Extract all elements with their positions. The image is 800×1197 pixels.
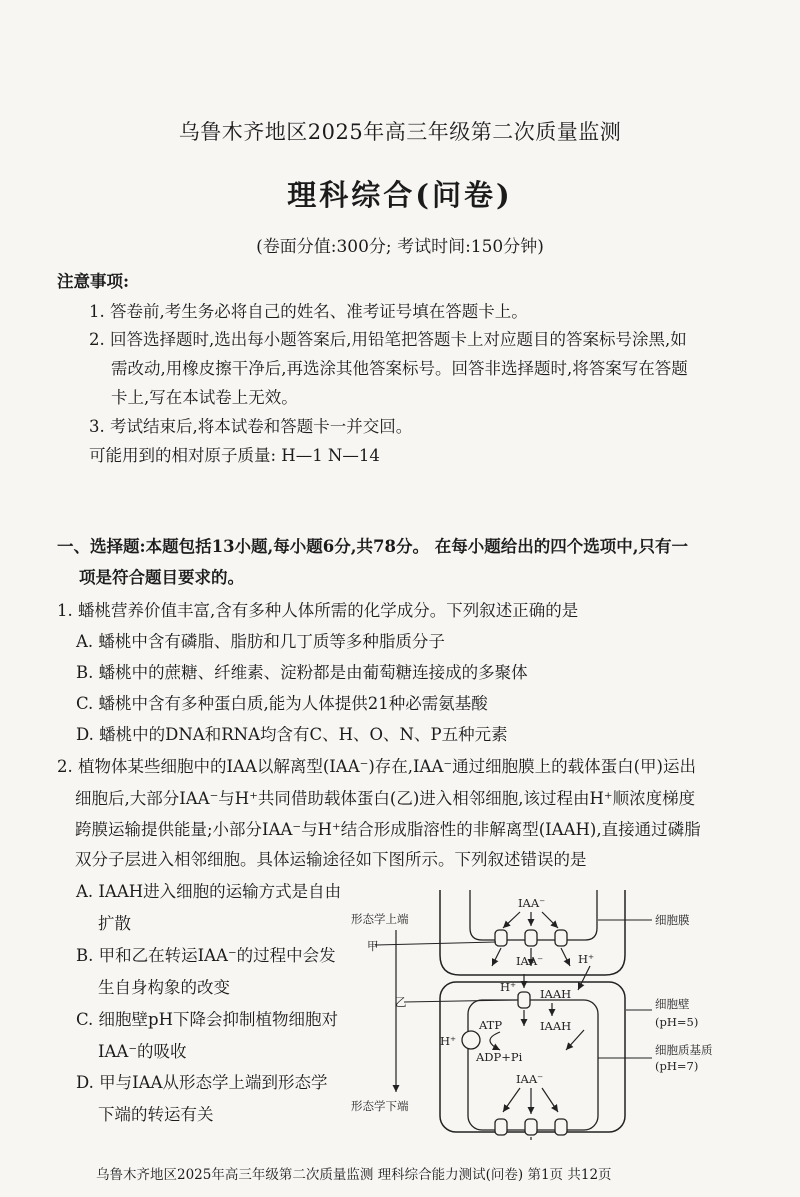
- label-jia: 甲: [367, 939, 379, 953]
- q2-option-c-line-2: IAA⁻的吸收: [98, 1042, 187, 1061]
- q2-option-a-line-1: A. IAAH进入细胞的运输方式是自由: [76, 882, 342, 901]
- label-iaa-bottom: IAA⁻: [516, 1072, 544, 1086]
- atp-pump: [462, 1031, 480, 1049]
- carrier-jia-2: [525, 930, 537, 946]
- carrier-jia-3: [555, 930, 567, 946]
- q2-option-d-line-2: 下端的转运有关: [98, 1105, 214, 1124]
- q2-stem-line-4: 双分子层进入相邻细胞。具体运输途径如下图所示。下列叙述错误的是: [75, 850, 587, 869]
- carrier-yi: [518, 992, 530, 1008]
- label-h-plus-pump: H⁺: [440, 1034, 457, 1048]
- label-wall-ph: (pH=5): [655, 1015, 699, 1029]
- note-item-2-line-3: 卡上,写在本试卷上无效。: [111, 388, 298, 407]
- label-atp: ATP: [479, 1018, 503, 1032]
- notes-heading: 注意事项:: [57, 272, 130, 291]
- carrier-bottom-3: [555, 1119, 567, 1135]
- label-membrane: 细胞膜: [655, 913, 690, 927]
- label-iaa-top: IAA⁻: [518, 896, 546, 910]
- label-iaa-mid: IAA⁻: [516, 954, 544, 968]
- label-h-plus-2: H⁺: [500, 980, 517, 994]
- label-matrix-ph: (pH=7): [655, 1059, 699, 1073]
- q2-option-b-line-1: B. 甲和乙在转运IAA⁻的过程中会发: [76, 946, 336, 965]
- q2-option-d-line-1: D. 甲与IAA从形态学上端到形态学: [76, 1073, 328, 1092]
- label-iaah-2: IAAH: [540, 1019, 572, 1033]
- exam-meta: (卷面分值:300分; 考试时间:150分钟): [256, 237, 544, 257]
- carrier-bottom-2: [525, 1119, 537, 1135]
- q2-option-b-line-2: 生自身构象的改变: [98, 978, 230, 997]
- q2-option-c-line-1: C. 细胞壁pH下降会抑制植物细胞对: [76, 1010, 338, 1029]
- iaa-transport-diagram: [340, 880, 760, 1140]
- label-h-plus-1: H⁺: [578, 952, 595, 966]
- carrier-bottom-1: [495, 1119, 507, 1135]
- carrier-jia-1: [495, 930, 507, 946]
- section-heading-line-1: 一、选择题:本题包括13小题,每小题6分,共78分。 在每小题给出的四个选项中,只有一: [57, 537, 688, 556]
- q1-option-b: B. 蟠桃中的蔗糖、纤维素、淀粉都是由葡萄糖连接成的多聚体: [76, 663, 528, 682]
- label-bottom-end: 形态学下端: [351, 1099, 409, 1113]
- exam-title: 乌鲁木齐地区2025年高三年级第二次质量监测: [178, 120, 622, 144]
- q1-option-c: C. 蟠桃中含有多种蛋白质,能为人体提供21种必需氨基酸: [76, 694, 488, 713]
- page-footer: 乌鲁木齐地区2025年高三年级第二次质量监测 理科综合能力测试(问卷) 第1页 共12页: [96, 1167, 612, 1183]
- q2-stem-line-1: 2. 植物体某些细胞中的IAA以解离型(IAA⁻)存在,IAA⁻通过细胞膜上的载体蛋白(甲)运出: [57, 757, 696, 776]
- label-adp: ADP+Pi: [476, 1050, 523, 1064]
- label-yi: 乙: [395, 995, 407, 1009]
- paper-title: 理科综合(问卷): [287, 178, 513, 212]
- q1-option-d: D. 蟠桃中的DNA和RNA均含有C、H、O、N、P五种元素: [76, 725, 508, 744]
- note-item-3: 3. 考试结束后,将本试卷和答题卡一并交回。: [89, 417, 413, 436]
- q1-stem: 1. 蟠桃营养价值丰富,含有多种人体所需的化学成分。下列叙述正确的是: [57, 601, 579, 620]
- atomic-mass: 可能用到的相对原子质量: H—1 N—14: [89, 446, 380, 465]
- q2-stem-line-2: 细胞后,大部分IAA⁻与H⁺共同借助载体蛋白(乙)进入相邻细胞,该过程由H⁺顺浓度梯度: [75, 789, 696, 808]
- label-iaah-1: IAAH: [540, 987, 572, 1001]
- q1-option-a: A. 蟠桃中含有磷脂、脂肪和几丁质等多种脂质分子: [76, 632, 445, 651]
- note-item-2-line-1: 2. 回答选择题时,选出每小题答案后,用铅笔把答题卡上对应题目的答案标号涂黑,如: [89, 330, 687, 349]
- label-top-end: 形态学上端: [351, 912, 409, 926]
- label-matrix: 细胞质基质: [655, 1043, 713, 1057]
- note-item-1: 1. 答卷前,考生务必将自己的姓名、准考证号填在答题卡上。: [89, 302, 528, 321]
- note-item-2-line-2: 需改动,用橡皮擦干净后,再选涂其他答案标号。回答非选择题时,将答案写在答题: [111, 359, 688, 378]
- q2-option-a-line-2: 扩散: [98, 914, 131, 933]
- q2-stem-line-3: 跨膜运输提供能量;小部分IAA⁻与H⁺结合形成脂溶性的非解离型(IAAH),直接通过磷脂: [75, 820, 701, 839]
- label-wall: 细胞壁: [655, 997, 690, 1011]
- section-heading-line-2: 项是符合题目要求的。: [79, 568, 244, 587]
